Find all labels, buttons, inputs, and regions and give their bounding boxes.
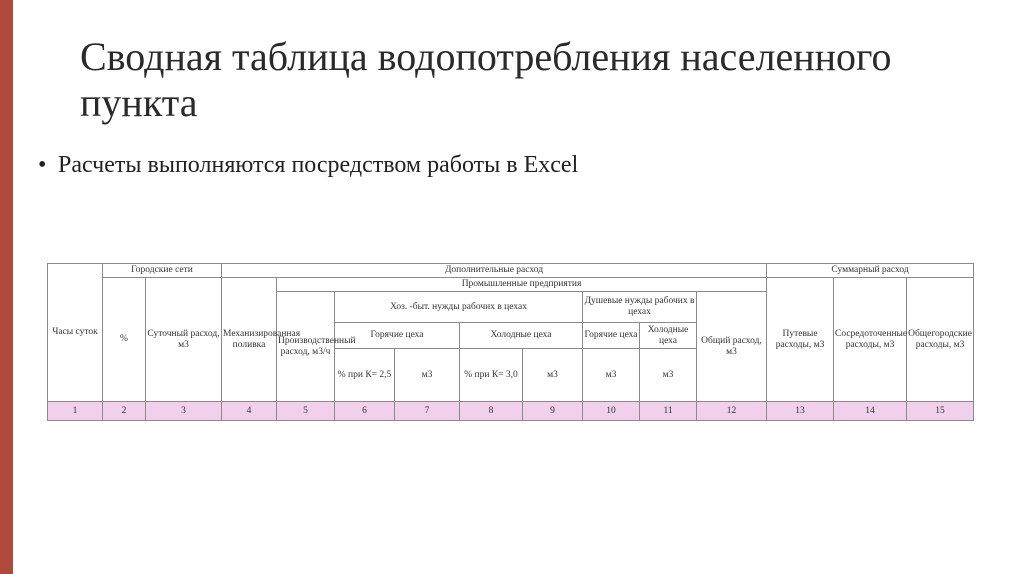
- column-number: 2: [103, 402, 146, 421]
- header-cold-shops: Холодные цеха: [460, 323, 583, 349]
- column-number: 10: [583, 402, 640, 421]
- header-total: Суммарный расход: [767, 264, 974, 278]
- header-shower-hot-m3: м3: [583, 349, 640, 402]
- header-production-flow: Производственный расход, м3/ч: [277, 292, 335, 402]
- header-hot-shops: Горячие цеха: [335, 323, 460, 349]
- column-number: 8: [460, 402, 523, 421]
- header-shower-cold-m3: м3: [640, 349, 697, 402]
- header-shower-needs: Душевые нужды рабочих в цехах: [583, 292, 697, 323]
- header-industrial-enterprises: Промышленные предприятия: [277, 278, 767, 292]
- header-city-networks: Городские сети: [103, 264, 222, 278]
- header-daily-flow: Суточный расход, м3: [146, 278, 222, 402]
- header-percent: %: [103, 278, 146, 402]
- slide-title: Сводная таблица водопотребления населенного пункта: [80, 34, 892, 125]
- column-number: 7: [395, 402, 460, 421]
- header-additional: Дополнительные расход: [222, 264, 767, 278]
- header-hours: Часы суток: [48, 264, 103, 402]
- column-number: 9: [523, 402, 583, 421]
- summary-table: [47, 263, 974, 421]
- table-row: [48, 402, 974, 421]
- header-road-flow: Путевые расходы, м3: [767, 278, 834, 402]
- header-shower-cold-shops: Холодные цеха: [640, 323, 697, 349]
- header-household-needs: Хоз. -быт. нужды рабочих в цехах: [335, 292, 583, 323]
- accent-bar: [0, 0, 13, 574]
- column-number: 6: [335, 402, 395, 421]
- header-shower-hot-shops: Горячие цеха: [583, 323, 640, 349]
- column-number: 11: [640, 402, 697, 421]
- header-hot-m3: м3: [395, 349, 460, 402]
- header-cold-m3: м3: [523, 349, 583, 402]
- column-number: 12: [697, 402, 767, 421]
- header-concentrated-flow: Сосредоточенные расходы, м3: [834, 278, 907, 402]
- header-cold-percent: % при К= 3,0: [460, 349, 523, 402]
- column-number: 4: [222, 402, 277, 421]
- column-number: 15: [907, 402, 974, 421]
- column-number: 5: [277, 402, 335, 421]
- header-hot-percent: % при К= 2,5: [335, 349, 395, 402]
- column-number: 14: [834, 402, 907, 421]
- column-number: 3: [146, 402, 222, 421]
- bullet-item: [38, 150, 578, 180]
- bullet-dot-icon: •: [38, 152, 47, 178]
- header-total-flow: Общий расход, м3: [697, 292, 767, 402]
- water-consumption-table: [47, 263, 973, 428]
- header-mechanized-watering: Механизированная поливка: [222, 278, 277, 402]
- column-number: 13: [767, 402, 834, 421]
- bullet-text: Расчеты выполняются посредством работы в Excel: [58, 152, 579, 178]
- header-citywide-flow: Общегородские расходы, м3: [907, 278, 974, 402]
- column-number: 1: [48, 402, 103, 421]
